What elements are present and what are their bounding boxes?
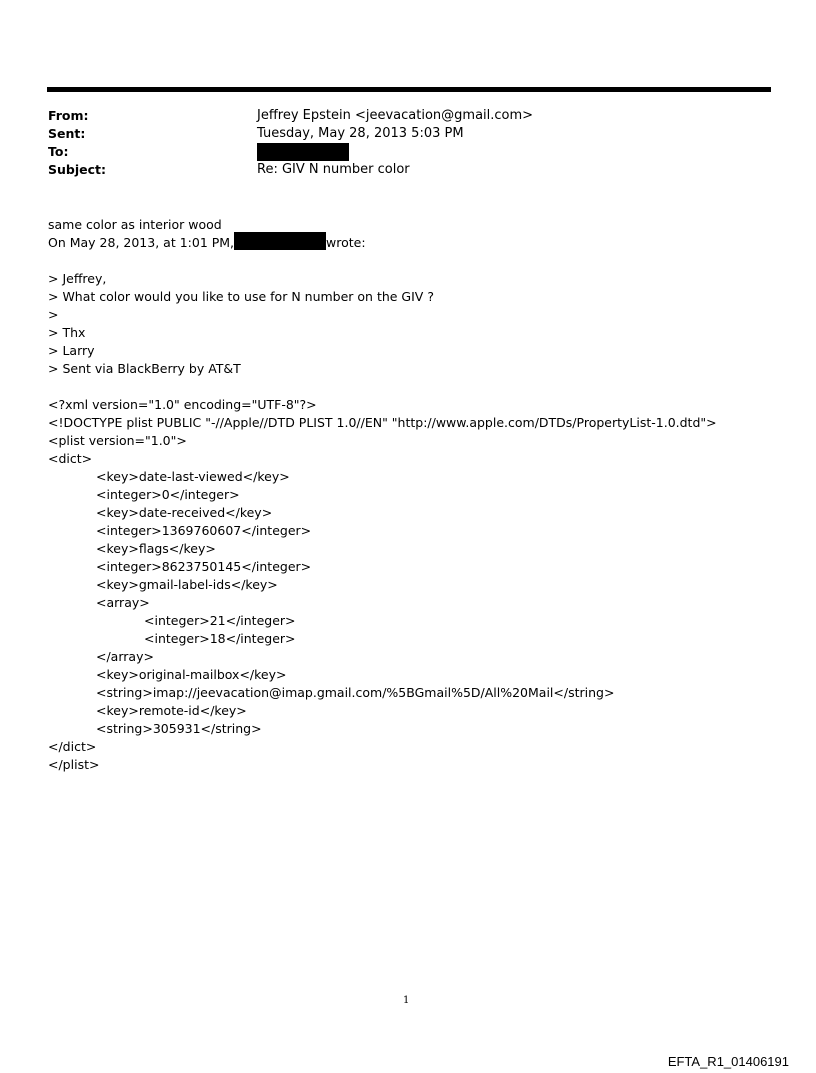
plist-entry: <key>date-last-viewed</key> xyxy=(96,469,290,484)
quoted-line: > Larry xyxy=(48,343,95,358)
quoted-line: > xyxy=(48,307,59,322)
plist-entry: <key>gmail-label-ids</key> xyxy=(96,577,278,592)
plist-entry: <key>flags</key> xyxy=(96,541,216,556)
plist-entry: <string>305931</string> xyxy=(96,721,262,736)
document-id: EFTA_R1_01406191 xyxy=(667,1054,789,1069)
plist-entry: <key>date-received</key> xyxy=(96,505,273,520)
sent-row xyxy=(48,125,768,143)
attribution-line xyxy=(48,234,788,252)
redaction-box xyxy=(234,232,326,250)
plist-close: </plist> xyxy=(48,757,100,772)
plist-entry: <key>original-mailbox</key> xyxy=(96,667,287,682)
redaction-box xyxy=(257,143,349,161)
subject-row xyxy=(48,161,768,179)
from-label: From: xyxy=(48,108,89,123)
plist-array-item: <integer>21</integer> xyxy=(144,613,296,628)
subject-value: Re: GIV N number color xyxy=(257,162,410,177)
dict-open: <dict> xyxy=(48,451,93,466)
plist-open: <plist version="1.0"> xyxy=(48,433,187,448)
plist-xml-decl: <?xml version="1.0" encoding="UTF-8"?> xyxy=(48,397,317,412)
from-row xyxy=(48,107,768,125)
to-label: To: xyxy=(48,144,69,159)
email-body xyxy=(48,216,788,774)
dict-close: </dict> xyxy=(48,739,97,754)
plist-entry: <key>remote-id</key> xyxy=(96,703,247,718)
plist-doctype: <!DOCTYPE plist PUBLIC "-//Apple//DTD PLIST 1.0//EN" "http://www.apple.com/DTDs/PropertyList-1.0.dtd"> xyxy=(48,415,717,430)
quoted-line: > Thx xyxy=(48,325,86,340)
attribution-prefix: On May 28, 2013, at 1:01 PM, xyxy=(48,235,235,250)
subject-label: Subject: xyxy=(48,162,106,177)
plist-array-item: <integer>18</integer> xyxy=(144,631,296,646)
page-number: 1 xyxy=(403,995,410,1006)
quoted-line: > Jeffrey, xyxy=(48,271,107,286)
plist-entry: <array> xyxy=(96,595,150,610)
spacer xyxy=(48,252,788,270)
plist-entry: <string>imap://jeevacation@imap.gmail.com/%5BGmail%5D/All%20Mail</string> xyxy=(96,685,615,700)
from-value: Jeffrey Epstein <jeevacation@gmail.com> xyxy=(257,108,534,123)
plist-entry: </array> xyxy=(96,649,154,664)
plist-entry: <integer>1369760607</integer> xyxy=(96,523,312,538)
header-rule xyxy=(47,87,771,92)
attribution-suffix: wrote: xyxy=(326,235,366,250)
plist-entry: <integer>8623750145</integer> xyxy=(96,559,312,574)
to-row xyxy=(48,143,768,161)
email-header xyxy=(48,107,768,179)
sent-label: Sent: xyxy=(48,126,86,141)
quoted-line: > What color would you like to use for N number on the GIV ? xyxy=(48,289,434,304)
quoted-line: > Sent via BlackBerry by AT&T xyxy=(48,361,241,376)
sent-value: Tuesday, May 28, 2013 5:03 PM xyxy=(257,126,464,141)
plist-entry: <integer>0</integer> xyxy=(96,487,240,502)
reply-line: same color as interior wood xyxy=(48,217,222,232)
spacer xyxy=(48,378,788,396)
to-value xyxy=(257,143,349,161)
